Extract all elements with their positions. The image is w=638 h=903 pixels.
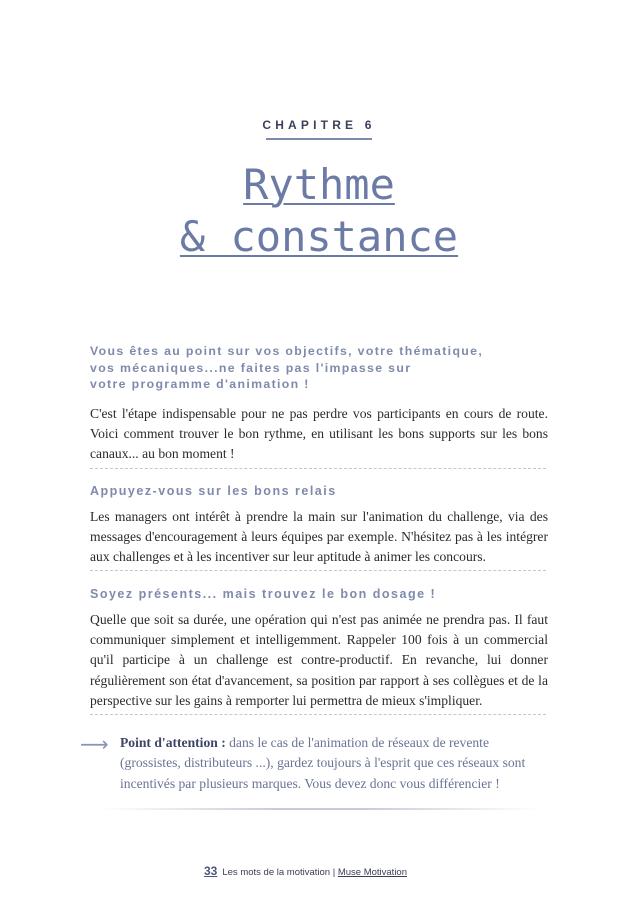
paragraph-intro: C'est l'étape indispensable pour ne pas perdre vos participants en cours de route. Voici comment trouver le bon rythme, en utilisant les bons supports sur les bons canaux... au bon moment !: [90, 406, 548, 462]
section-heading-dosage: Soyez présents... mais trouvez le bon dosage !: [90, 587, 437, 601]
chapter-label: CHAPITRE 6: [262, 118, 376, 132]
intro-line: Vous êtes au point sur vos objectifs, votre thématique,: [90, 344, 484, 358]
paragraph-relais: Les managers ont intérêt à prendre la main sur l'animation du challenge, via des messages d'encouragement à leurs équipes par exemple. N'hésitez pas à les intégrer aux challenges et à les incentiver sur leur aptitude à animer les concours.: [90, 509, 548, 565]
chapter-underline: [266, 138, 372, 140]
section-divider: [90, 570, 546, 571]
intro-line: vos mécaniques...ne faites pas l'impasse sur: [90, 360, 412, 375]
footer-divider: [100, 808, 540, 810]
section-heading-relais: Appuyez-vous sur les bons relais: [90, 484, 337, 498]
note-label: Point d'attention :: [120, 735, 226, 750]
note-text: dans le cas de l'animation de réseaux de revente (grossistes, distributeurs ...), gardez toujours à l'esprit que ces réseaux sont incentivés par plusieurs marques. Vous devez donc vous différencier !: [120, 735, 526, 791]
page-footer: [204, 864, 407, 878]
page-number: 33: [204, 864, 218, 878]
section-divider: [90, 468, 546, 469]
intro-line: votre programme d'animation !: [90, 377, 310, 391]
chapter-title-line1: Rythme: [243, 160, 395, 209]
footer-text: Les mots de la motivation |: [222, 867, 338, 878]
footer-brand-link[interactable]: Muse Motivation: [337, 867, 407, 878]
attention-note: [120, 733, 548, 794]
chapter-title-line2: & constance: [179, 212, 459, 261]
section-divider: [90, 714, 546, 715]
intro-text: [90, 343, 550, 393]
arrow-right-icon: ⟶: [80, 732, 109, 756]
paragraph-dosage: Quelle que soit sa durée, une opération qui n'est pas animée ne prendra pas. Il faut communiquer simplement et intelligemment. Rappeler 100 fois à un commercial qu'il participe à un challenge est contre-productif. En revanche, lui donner régulièrement son état d'avancement, sa position par rapport à ses collègues et de la perspective sur les gains à remporter lui permettra de mieux s'impliquer.: [90, 612, 548, 708]
